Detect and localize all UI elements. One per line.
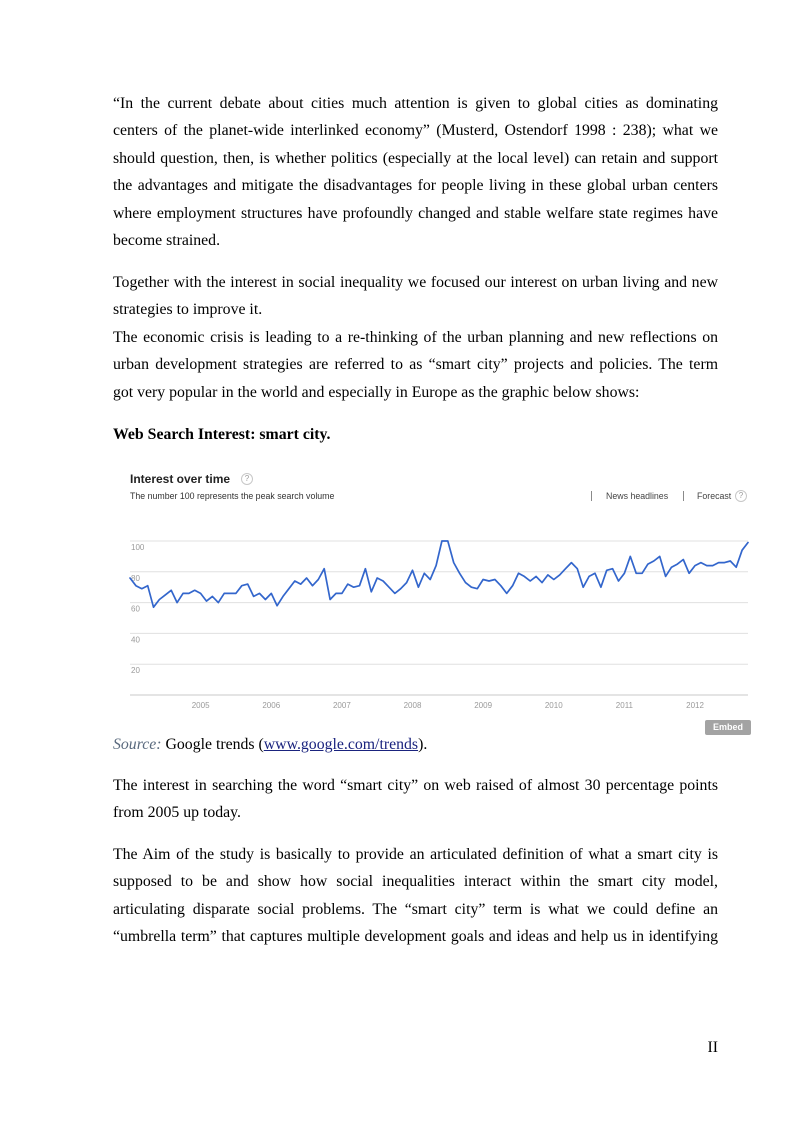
y-tick-label: 100	[131, 543, 145, 552]
y-tick-label: 80	[131, 573, 140, 583]
paragraph-urban-living	[113, 269, 718, 406]
body-text-line: Together with the interest in social inequality we focused our interest on urban living and new	[113, 274, 718, 291]
help-icon[interactable]: ?	[241, 473, 253, 485]
source-link[interactable]: www.google.com/trends	[263, 736, 419, 753]
source-label: Source:	[113, 736, 162, 753]
body-text-line: The economic crisis is leading to a re-thinking of the urban planning and new reflections on	[113, 328, 718, 346]
news-headlines-label[interactable]: News headlines	[606, 491, 669, 501]
news-headlines-checkbox[interactable]	[591, 491, 592, 501]
body-text-line: the advantages and mitigate the disadvantages for people living in these global urban centers	[113, 177, 718, 195]
chart-title: Interest over time	[130, 472, 231, 486]
body-text-line: “umbrella term” that captures multiple development goals and ideas and help us in identifying	[113, 928, 718, 946]
y-tick-label: 20	[131, 666, 140, 676]
x-tick-label: 2009	[474, 701, 493, 710]
body-text-line: The Aim of the study is basically to provide an articulated definition of what a smart city is	[113, 846, 718, 863]
figure-heading: Web Search Interest: smart city.	[113, 426, 331, 443]
y-tick-label: 40	[131, 635, 140, 645]
embed-button[interactable]: Embed	[705, 720, 751, 735]
x-tick-label: 2012	[686, 701, 704, 710]
body-text-line: centers of the planet-wide interlinked economy” (Musterd, Ostendorf 1998 : 238); what we	[113, 122, 718, 140]
y-tick-label: 60	[131, 604, 140, 614]
body-text-line: from 2005 up today.	[113, 804, 241, 822]
chart-subtitle: The number 100 represents the peak search volume	[130, 491, 335, 501]
help-icon[interactable]: ?	[735, 490, 747, 502]
body-text-line: where employment structures have profoundly changed and stable welfare state regimes have	[113, 204, 718, 222]
x-tick-label: 2011	[615, 701, 634, 710]
x-tick-label: 2006	[262, 701, 281, 710]
x-tick-label: 2010	[544, 701, 563, 710]
source-closing: ).	[418, 736, 428, 753]
x-tick-label: 2005	[191, 701, 210, 710]
paragraph-aim	[113, 841, 718, 951]
forecast-label[interactable]: Forecast	[697, 491, 732, 501]
body-text-line: should question, then, is whether politics (especially at the local level) can retain and support	[113, 149, 718, 167]
body-text-line: become strained.	[113, 232, 221, 250]
figure-source	[113, 731, 427, 758]
body-text-line: articulating disparate social problems. The “smart city” term is what we could define an	[113, 900, 718, 918]
body-text-line: strategies to improve it.	[113, 301, 263, 319]
paragraph-interest	[113, 772, 718, 827]
interest-over-time-chart	[120, 530, 760, 715]
body-text-line: “In the current debate about cities much attention is given to global cities as dominating	[113, 95, 718, 112]
paragraph-intro	[113, 90, 718, 255]
x-tick-label: 2007	[332, 701, 351, 710]
body-text-line: The interest in searching the word “smart city” on web raised of almost 30 percentage points	[113, 777, 718, 794]
forecast-checkbox[interactable]	[683, 491, 684, 501]
x-tick-label: 2008	[403, 701, 422, 710]
body-text-line: urban development strategies are referred to as “smart city” projects and policies. The term	[113, 356, 718, 374]
body-text-line: got very popular in the world and especially in Europe as the graphic below shows:	[113, 383, 640, 401]
body-text-line: supposed to be and show how social inequalities interact within the smart city model,	[113, 873, 718, 891]
page-number: II	[707, 1039, 718, 1056]
source-text: Google trends (	[161, 736, 264, 753]
series-line	[130, 541, 748, 607]
